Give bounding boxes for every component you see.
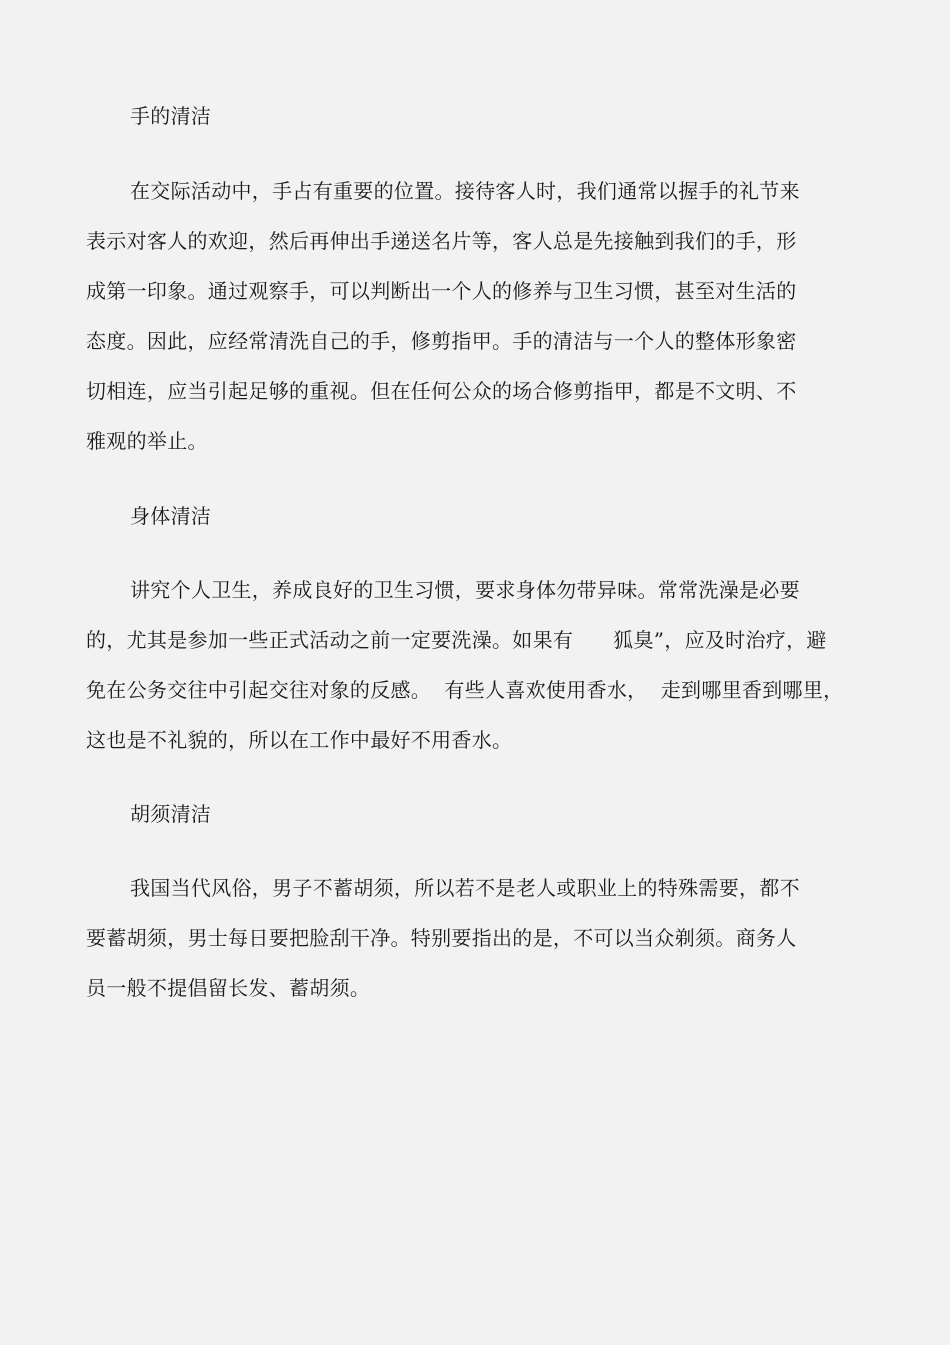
section-heading-beard: 胡须清洁 [130,802,212,826]
paragraph-line: 我国当代风俗，男子不蓄胡须，所以若不是老人或职业上的特殊需要，都不 [130,876,800,900]
paragraph-line: 成第一印象。通过观察手，可以判断出一个人的修养与卫生习惯，甚至对生活的 [86,279,797,303]
paragraph-line: 讲究个人卫生，养成良好的卫生习惯，要求身体勿带异味。常常洗澡是必要 [130,578,800,602]
paragraph-line: 这也是不礼貌的，所以在工作中最好不用香水。 [86,728,513,752]
paragraph-line: 免在公务交往中引起交往对象的反感。 有些人喜欢使用香水， 走到哪里香到哪里， [86,678,844,702]
paragraph-line: 切相连，应当引起足够的重视。但在任何公众的场合修剪指甲，都是不文明、不 [86,379,797,403]
section-heading-hand: 手的清洁 [130,104,212,128]
paragraph-line: 在交际活动中，手占有重要的位置。接待客人时，我们通常以握手的礼节来 [130,179,800,203]
paragraph-line: 员一般不提倡留长发、蓄胡须。 [86,976,371,1000]
paragraph-line: 雅观的举止。 [86,429,208,453]
paragraph-line: 态度。因此，应经常清洗自己的手，修剪指甲。手的清洁与一个人的整体形象密 [86,329,797,353]
paragraph-line: 要蓄胡须，男士每日要把脸刮干净。特别要指出的是，不可以当众剃须。商务人 [86,926,797,950]
paragraph-line: 的，尤其是参加一些正式活动之前一定要洗澡。如果有 狐臭”，应及时治疗，避 [86,628,827,652]
section-heading-body: 身体清洁 [130,504,212,528]
paragraph-line: 表示对客人的欢迎，然后再伸出手递送名片等，客人总是先接触到我们的手，形 [86,229,797,253]
